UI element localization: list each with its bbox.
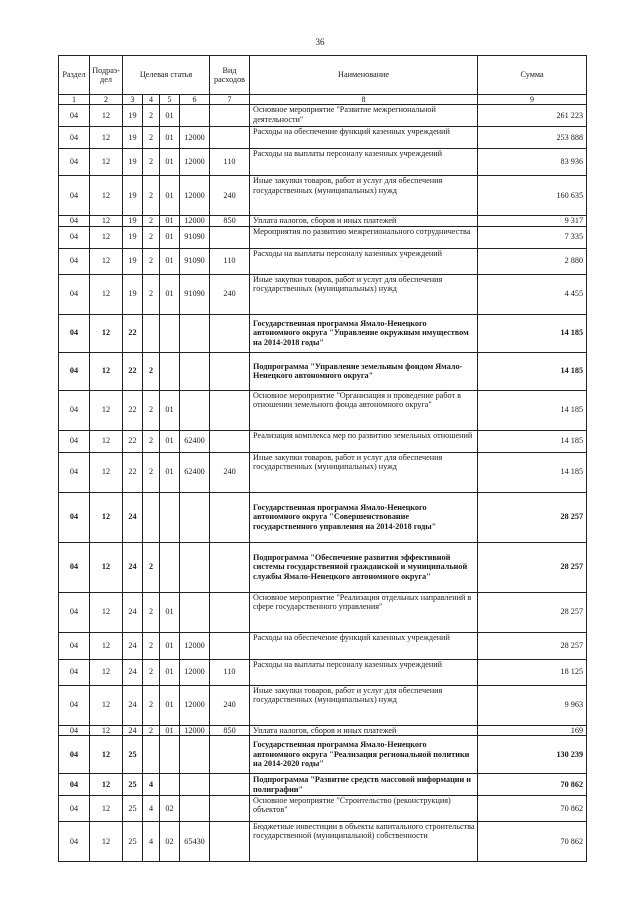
item-name: Расходы на выплаты персоналу казенных учреждений <box>250 248 478 274</box>
target-code-2: 2 <box>143 632 160 659</box>
item-sum: 70 862 <box>478 822 587 862</box>
target-code-1: 19 <box>123 248 143 274</box>
target-code-3 <box>160 774 180 796</box>
header-expense-type: Вид расходов <box>210 56 250 95</box>
target-code-2: 2 <box>143 659 160 685</box>
target-code-2 <box>143 492 160 542</box>
target-code-2: 2 <box>143 430 160 452</box>
item-name: Подпрограмма "Развитие средств массовой информации и полиграфии" <box>250 774 478 796</box>
target-code-1: 24 <box>123 632 143 659</box>
subsection-code: 12 <box>90 149 123 176</box>
section-code: 04 <box>59 149 90 176</box>
section-code: 04 <box>59 390 90 430</box>
target-code-4 <box>180 774 210 796</box>
table-row <box>59 659 587 685</box>
table-row <box>59 542 587 592</box>
target-code-1: 24 <box>123 685 143 725</box>
section-code: 04 <box>59 314 90 352</box>
expense-type-code: 240 <box>210 685 250 725</box>
column-number: 6 <box>180 95 210 105</box>
subsection-code: 12 <box>90 659 123 685</box>
target-code-3 <box>160 352 180 390</box>
item-sum: 7 335 <box>478 226 587 248</box>
target-code-1: 24 <box>123 725 143 735</box>
item-sum: 2 880 <box>478 248 587 274</box>
item-name: Иные закупки товаров, работ и услуг для обеспечения государственных (муниципальных) нужд <box>250 274 478 314</box>
target-code-2 <box>143 314 160 352</box>
target-code-4: 91090 <box>180 226 210 248</box>
expense-type-code <box>210 592 250 632</box>
section-code: 04 <box>59 105 90 127</box>
subsection-code: 12 <box>90 226 123 248</box>
subsection-code: 12 <box>90 390 123 430</box>
target-code-4: 12000 <box>180 685 210 725</box>
section-code: 04 <box>59 248 90 274</box>
target-code-4 <box>180 796 210 822</box>
target-code-3: 02 <box>160 822 180 862</box>
target-code-4 <box>180 352 210 390</box>
target-code-3: 01 <box>160 149 180 176</box>
target-code-1: 22 <box>123 430 143 452</box>
subsection-code: 12 <box>90 542 123 592</box>
header-name: Наименование <box>250 56 478 95</box>
section-code: 04 <box>59 659 90 685</box>
expense-type-code <box>210 226 250 248</box>
expense-type-code <box>210 632 250 659</box>
item-sum: 83 936 <box>478 149 587 176</box>
table-row <box>59 796 587 822</box>
item-sum: 70 862 <box>478 774 587 796</box>
target-code-4 <box>180 492 210 542</box>
expense-type-code <box>210 542 250 592</box>
target-code-1: 19 <box>123 127 143 149</box>
target-code-4: 12000 <box>180 127 210 149</box>
subsection-code: 12 <box>90 685 123 725</box>
section-code: 04 <box>59 216 90 226</box>
target-code-3: 01 <box>160 226 180 248</box>
item-name: Государственная программа Ямало-Ненецкого автономного округа "Реализация региональной политики на 2014-2020 годы" <box>250 736 478 774</box>
target-code-3 <box>160 736 180 774</box>
table-row <box>59 736 587 774</box>
target-code-1: 25 <box>123 736 143 774</box>
item-name: Бюджетные инвестиции в объекты капитального строительства государственной (муниципальной) собственности <box>250 822 478 862</box>
expense-type-code: 240 <box>210 274 250 314</box>
section-code: 04 <box>59 542 90 592</box>
expense-type-code <box>210 105 250 127</box>
subsection-code: 12 <box>90 592 123 632</box>
section-code: 04 <box>59 430 90 452</box>
item-sum: 14 185 <box>478 352 587 390</box>
item-name: Расходы на обеспечение функций казенных учреждений <box>250 127 478 149</box>
item-sum: 261 223 <box>478 105 587 127</box>
item-name: Иные закупки товаров, работ и услуг для обеспечения государственных (муниципальных) нужд <box>250 685 478 725</box>
target-code-2: 2 <box>143 352 160 390</box>
target-code-1: 25 <box>123 774 143 796</box>
expense-type-code: 110 <box>210 149 250 176</box>
subsection-code: 12 <box>90 176 123 216</box>
target-code-1: 19 <box>123 176 143 216</box>
target-code-3: 01 <box>160 176 180 216</box>
table-row <box>59 105 587 127</box>
subsection-code: 12 <box>90 127 123 149</box>
target-code-1: 22 <box>123 352 143 390</box>
target-code-2: 2 <box>143 685 160 725</box>
expense-type-code <box>210 774 250 796</box>
target-code-4 <box>180 736 210 774</box>
expense-type-code: 240 <box>210 176 250 216</box>
item-sum: 70 862 <box>478 796 587 822</box>
section-code: 04 <box>59 774 90 796</box>
item-name: Мероприятия по развитию межрегионального сотрудничества <box>250 226 478 248</box>
target-code-4: 91090 <box>180 248 210 274</box>
target-code-1: 22 <box>123 452 143 492</box>
column-number: 3 <box>123 95 143 105</box>
budget-table <box>58 55 587 862</box>
section-code: 04 <box>59 632 90 659</box>
expense-type-code: 110 <box>210 659 250 685</box>
expense-type-code: 240 <box>210 452 250 492</box>
section-code: 04 <box>59 822 90 862</box>
subsection-code: 12 <box>90 216 123 226</box>
target-code-3: 01 <box>160 430 180 452</box>
target-code-1: 19 <box>123 274 143 314</box>
target-code-1: 19 <box>123 105 143 127</box>
subsection-code: 12 <box>90 736 123 774</box>
target-code-3: 01 <box>160 105 180 127</box>
table-row <box>59 176 587 216</box>
target-code-2: 4 <box>143 796 160 822</box>
item-sum: 253 888 <box>478 127 587 149</box>
column-number: 7 <box>210 95 250 105</box>
section-code: 04 <box>59 352 90 390</box>
target-code-2: 2 <box>143 105 160 127</box>
subsection-code: 12 <box>90 314 123 352</box>
target-code-4 <box>180 592 210 632</box>
target-code-2: 2 <box>143 176 160 216</box>
expense-type-code: 110 <box>210 248 250 274</box>
target-code-4 <box>180 314 210 352</box>
item-sum: 14 185 <box>478 430 587 452</box>
item-sum: 18 125 <box>478 659 587 685</box>
target-code-1: 24 <box>123 492 143 542</box>
column-number: 2 <box>90 95 123 105</box>
subsection-code: 12 <box>90 248 123 274</box>
item-name: Подпрограмма "Управление земельным фондом Ямало-Ненецкого автономного округа" <box>250 352 478 390</box>
page-number: 36 <box>315 37 325 47</box>
item-sum: 28 257 <box>478 592 587 632</box>
column-number: 1 <box>59 95 90 105</box>
column-number-row <box>59 95 587 105</box>
subsection-code: 12 <box>90 492 123 542</box>
target-code-3: 01 <box>160 725 180 735</box>
header-sum: Сумма <box>478 56 587 95</box>
subsection-code: 12 <box>90 632 123 659</box>
item-sum: 9 317 <box>478 216 587 226</box>
target-code-4: 62400 <box>180 430 210 452</box>
item-name: Основное мероприятие "Строительство (реконструкция) объектов" <box>250 796 478 822</box>
target-code-4: 12000 <box>180 216 210 226</box>
target-code-3: 01 <box>160 390 180 430</box>
target-code-2: 2 <box>143 274 160 314</box>
target-code-1: 22 <box>123 314 143 352</box>
item-name: Реализация комплекса мер по развитию земельных отношений <box>250 430 478 452</box>
table-row <box>59 149 587 176</box>
subsection-code: 12 <box>90 774 123 796</box>
target-code-4: 12000 <box>180 149 210 176</box>
expense-type-code: 850 <box>210 725 250 735</box>
table-row <box>59 352 587 390</box>
item-sum: 28 257 <box>478 542 587 592</box>
target-code-4 <box>180 542 210 592</box>
expense-type-code: 850 <box>210 216 250 226</box>
target-code-3: 01 <box>160 248 180 274</box>
subsection-code: 12 <box>90 430 123 452</box>
table-row <box>59 452 587 492</box>
item-name: Уплата налогов, сборов и иных платежей <box>250 216 478 226</box>
table-row <box>59 127 587 149</box>
section-code: 04 <box>59 796 90 822</box>
section-code: 04 <box>59 226 90 248</box>
target-code-2: 2 <box>143 390 160 430</box>
target-code-1: 25 <box>123 796 143 822</box>
item-sum: 14 185 <box>478 452 587 492</box>
item-sum: 28 257 <box>478 632 587 659</box>
item-sum: 9 963 <box>478 685 587 725</box>
expense-type-code <box>210 492 250 542</box>
target-code-4: 12000 <box>180 725 210 735</box>
table-row <box>59 430 587 452</box>
item-name: Иные закупки товаров, работ и услуг для обеспечения государственных (муниципальных) нужд <box>250 452 478 492</box>
expense-type-code <box>210 736 250 774</box>
target-code-4 <box>180 390 210 430</box>
section-code: 04 <box>59 725 90 735</box>
item-name: Расходы на выплаты персоналу казенных учреждений <box>250 659 478 685</box>
target-code-1: 19 <box>123 226 143 248</box>
target-code-2: 4 <box>143 774 160 796</box>
table-row <box>59 248 587 274</box>
table-row <box>59 592 587 632</box>
subsection-code: 12 <box>90 822 123 862</box>
item-sum: 28 257 <box>478 492 587 542</box>
target-code-2: 4 <box>143 822 160 862</box>
table-row <box>59 216 587 226</box>
section-code: 04 <box>59 685 90 725</box>
table-body <box>59 105 587 862</box>
item-name: Уплата налогов, сборов и иных платежей <box>250 725 478 735</box>
subsection-code: 12 <box>90 452 123 492</box>
target-code-3: 01 <box>160 216 180 226</box>
target-code-2: 2 <box>143 452 160 492</box>
item-name: Расходы на обеспечение функций казенных учреждений <box>250 632 478 659</box>
header-target-article: Целевая статья <box>123 56 210 95</box>
table-row <box>59 492 587 542</box>
target-code-2: 2 <box>143 592 160 632</box>
column-number: 8 <box>250 95 478 105</box>
target-code-1: 24 <box>123 592 143 632</box>
expense-type-code <box>210 822 250 862</box>
section-code: 04 <box>59 127 90 149</box>
item-name: Основное мероприятие "Развитие межрегиональной деятельности" <box>250 105 478 127</box>
target-code-2: 2 <box>143 248 160 274</box>
item-name: Государственная программа Ямало-Ненецкого автономного округа "Совершенствование государственного управления на 2014-2018 годы" <box>250 492 478 542</box>
column-number: 4 <box>143 95 160 105</box>
target-code-1: 24 <box>123 659 143 685</box>
table-row <box>59 274 587 314</box>
subsection-code: 12 <box>90 105 123 127</box>
subsection-code: 12 <box>90 796 123 822</box>
target-code-2: 2 <box>143 149 160 176</box>
item-name: Основное мероприятие "Организация и проведение работ в отношении земельного фонда автономного округа" <box>250 390 478 430</box>
target-code-4: 12000 <box>180 659 210 685</box>
target-code-3: 01 <box>160 659 180 685</box>
header-section: Раздел <box>59 56 90 95</box>
target-code-4: 65430 <box>180 822 210 862</box>
table-row <box>59 226 587 248</box>
target-code-2: 2 <box>143 542 160 592</box>
item-name: Иные закупки товаров, работ и услуг для обеспечения государственных (муниципальных) нужд <box>250 176 478 216</box>
target-code-3: 01 <box>160 592 180 632</box>
target-code-3: 01 <box>160 452 180 492</box>
table-row <box>59 685 587 725</box>
item-sum: 14 185 <box>478 314 587 352</box>
item-sum: 160 635 <box>478 176 587 216</box>
target-code-4 <box>180 105 210 127</box>
expense-type-code <box>210 127 250 149</box>
table-row <box>59 632 587 659</box>
section-code: 04 <box>59 274 90 314</box>
item-sum: 169 <box>478 725 587 735</box>
target-code-3: 02 <box>160 796 180 822</box>
expense-type-code <box>210 352 250 390</box>
table-row <box>59 774 587 796</box>
subsection-code: 12 <box>90 352 123 390</box>
expense-type-code <box>210 796 250 822</box>
subsection-code: 12 <box>90 274 123 314</box>
expense-type-code <box>210 430 250 452</box>
target-code-2: 2 <box>143 127 160 149</box>
item-name: Основное мероприятие "Реализация отдельных направлений в сфере государственного управления" <box>250 592 478 632</box>
table-row <box>59 314 587 352</box>
target-code-1: 24 <box>123 542 143 592</box>
target-code-3: 01 <box>160 274 180 314</box>
target-code-4: 12000 <box>180 632 210 659</box>
target-code-3: 01 <box>160 632 180 659</box>
subsection-code: 12 <box>90 725 123 735</box>
item-name: Подпрограмма "Обеспечение развития эффективной системы государственной гражданской и муниципальной службы Ямало-Ненецкого автономного округа" <box>250 542 478 592</box>
item-sum: 4 455 <box>478 274 587 314</box>
section-code: 04 <box>59 176 90 216</box>
column-number: 5 <box>160 95 180 105</box>
target-code-3 <box>160 314 180 352</box>
section-code: 04 <box>59 452 90 492</box>
target-code-3: 01 <box>160 127 180 149</box>
target-code-3: 01 <box>160 685 180 725</box>
target-code-3 <box>160 542 180 592</box>
target-code-3 <box>160 492 180 542</box>
expense-type-code <box>210 314 250 352</box>
target-code-4: 62400 <box>180 452 210 492</box>
header-subsection: Подраз- дел <box>90 56 123 95</box>
section-code: 04 <box>59 592 90 632</box>
column-number: 9 <box>478 95 587 105</box>
item-sum: 14 185 <box>478 390 587 430</box>
table-row <box>59 822 587 862</box>
target-code-2: 2 <box>143 216 160 226</box>
section-code: 04 <box>59 736 90 774</box>
expense-type-code <box>210 390 250 430</box>
target-code-2 <box>143 736 160 774</box>
item-name: Расходы на выплаты персоналу казенных учреждений <box>250 149 478 176</box>
target-code-1: 19 <box>123 216 143 226</box>
item-name: Государственная программа Ямало-Ненецкого автономного округа "Управление окружным имуществом на 2014-2018 годы" <box>250 314 478 352</box>
target-code-1: 25 <box>123 822 143 862</box>
item-sum: 130 239 <box>478 736 587 774</box>
target-code-4: 12000 <box>180 176 210 216</box>
target-code-2: 2 <box>143 725 160 735</box>
section-code: 04 <box>59 492 90 542</box>
target-code-2: 2 <box>143 226 160 248</box>
table-row <box>59 390 587 430</box>
target-code-1: 19 <box>123 149 143 176</box>
table-row <box>59 725 587 735</box>
target-code-1: 22 <box>123 390 143 430</box>
target-code-4: 91090 <box>180 274 210 314</box>
